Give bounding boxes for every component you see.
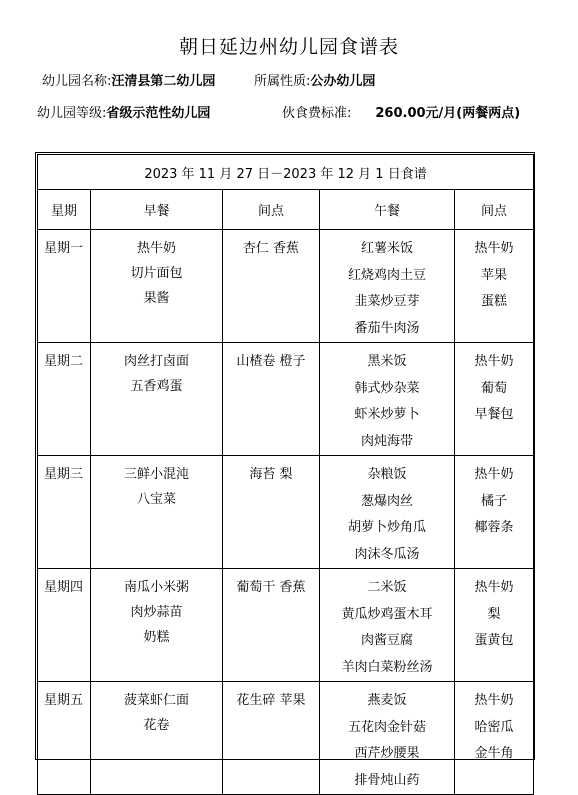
breakfast-cell	[91, 456, 223, 569]
menu-item: 海苔 梨	[249, 467, 293, 482]
snack-2-cell	[455, 569, 534, 682]
snack-2-cell	[455, 456, 534, 569]
menu-item: 肉酱豆腐	[360, 633, 413, 648]
nature-value: 公办幼儿园	[310, 74, 376, 89]
menu-item: 韩式炒杂菜	[354, 380, 420, 396]
snack-2-cell	[455, 230, 534, 343]
meal-fee	[282, 102, 520, 121]
weekday-cell: 星期一	[38, 230, 91, 343]
menu-item: 苹果	[481, 267, 508, 283]
header-snack-2: 间点	[455, 190, 534, 230]
fee-label: 伙食费标准:	[282, 106, 352, 121]
menu-item: 肉丝打卤面	[123, 354, 189, 369]
breakfast-cell	[91, 343, 223, 456]
level-label: 幼儿园等级:	[37, 106, 107, 121]
menu-item: 五香鸡蛋	[130, 379, 183, 394]
lunch-cell	[320, 682, 455, 795]
header-snack-1: 间点	[223, 190, 320, 230]
menu-item: 山楂卷 橙子	[236, 354, 306, 369]
menu-item: 西芹炒腰果	[354, 746, 420, 761]
menu-item: 八宝菜	[136, 492, 176, 507]
table-row	[38, 230, 534, 343]
lunch-cell	[320, 343, 455, 456]
weekday-cell: 星期二	[38, 343, 91, 456]
menu-item: 红烧鸡肉土豆	[347, 267, 426, 283]
table-row	[38, 569, 534, 682]
page-title: 朝日延边州幼儿园食谱表	[178, 36, 399, 58]
menu-item: 蛋糕	[481, 294, 508, 309]
menu-item: 橘子	[481, 493, 508, 509]
breakfast-cell	[91, 569, 223, 682]
snack-1-cell	[223, 230, 320, 343]
menu-item: 葡萄干 香蕉	[236, 580, 306, 595]
menu-item: 花卷	[143, 718, 170, 733]
menu-item: 奶糕	[143, 630, 170, 645]
breakfast-cell	[91, 230, 223, 343]
menu-item: 五花肉金针菇	[347, 719, 426, 735]
fee-value: 260.00元/月(两餐两点)	[375, 106, 521, 121]
menu-item: 二米饭	[367, 580, 407, 595]
menu-item: 虾米炒萝卜	[354, 407, 420, 422]
snack-2-cell	[455, 343, 534, 456]
menu-item: 红薯米饭	[360, 241, 413, 256]
menu-item: 热牛奶	[474, 354, 514, 369]
menu-item: 肉沫冬瓜汤	[354, 546, 420, 562]
menu-item: 葡萄	[481, 380, 508, 396]
snack-1-cell	[223, 343, 320, 456]
menu-item: 肉炒蒜苗	[130, 605, 183, 620]
menu-item: 排骨炖山药	[354, 772, 420, 788]
header-lunch: 午餐	[320, 190, 455, 230]
snack-1-cell	[223, 569, 320, 682]
name-label: 幼儿园名称:	[42, 74, 112, 89]
snack-1-cell	[223, 682, 320, 795]
kindergarten-name	[42, 70, 215, 89]
menu-caption: 2023 年 11 月 27 日－2023 年 12 月 1 日食谱	[38, 155, 534, 190]
header-day: 星期	[38, 190, 91, 230]
menu-item: 黑米饭	[367, 354, 407, 369]
menu-item: 热牛奶	[474, 580, 514, 595]
menu-item: 花生碎 苹果	[236, 693, 306, 708]
menu-item: 肉炖海带	[360, 433, 413, 449]
menu-item: 韭菜炒豆芽	[354, 294, 420, 309]
menu-item: 杂粮饭	[367, 467, 407, 482]
table-row	[38, 456, 534, 569]
menu-item: 热牛奶	[474, 693, 514, 708]
menu-item: 金牛角	[474, 746, 514, 761]
header-row	[38, 190, 534, 230]
menu-item: 蛋黄包	[474, 633, 514, 648]
menu-item: 菠菜虾仁面	[123, 693, 189, 708]
menu-item: 番茄牛肉汤	[354, 320, 420, 336]
menu-item: 椰蓉条	[474, 520, 514, 535]
lunch-cell	[320, 230, 455, 343]
menu-item: 胡萝卜炒角瓜	[347, 520, 426, 535]
menu-item: 燕麦饭	[367, 693, 407, 708]
header-breakfast: 早餐	[91, 190, 223, 230]
menu-item: 三鲜小混沌	[123, 467, 189, 482]
breakfast-cell	[91, 682, 223, 795]
menu-item: 切片面包	[130, 266, 183, 281]
menu-item: 葱爆肉丝	[360, 493, 413, 509]
table-row	[38, 682, 534, 795]
weekday-cell: 星期四	[38, 569, 91, 682]
menu-table	[37, 154, 534, 795]
name-value: 汪清县第二幼儿园	[111, 74, 216, 89]
menu-item: 梨	[487, 606, 501, 622]
kindergarten-nature	[254, 70, 375, 89]
menu-body	[38, 230, 534, 795]
kindergarten-level	[37, 102, 210, 121]
menu-item: 热牛奶	[136, 241, 176, 256]
menu-item: 羊肉白菜粉丝汤	[341, 659, 433, 675]
menu-item: 早餐包	[474, 407, 514, 422]
snack-2-cell	[455, 682, 534, 795]
menu-item: 热牛奶	[474, 467, 514, 482]
weekday-cell: 星期三	[38, 456, 91, 569]
menu-item: 热牛奶	[474, 241, 514, 256]
menu-item: 杏仁 香蕉	[242, 241, 300, 256]
lunch-cell	[320, 569, 455, 682]
table-row	[38, 343, 534, 456]
menu-item: 南瓜小米粥	[123, 580, 189, 595]
menu-item: 果酱	[143, 291, 170, 306]
menu-item: 黄瓜炒鸡蛋木耳	[341, 606, 433, 622]
lunch-cell	[320, 456, 455, 569]
menu-item: 哈密瓜	[474, 719, 514, 735]
level-value: 省级示范性幼儿园	[106, 106, 211, 121]
weekday-cell: 星期五	[38, 682, 91, 795]
snack-1-cell	[223, 456, 320, 569]
nature-label: 所属性质:	[254, 74, 311, 89]
